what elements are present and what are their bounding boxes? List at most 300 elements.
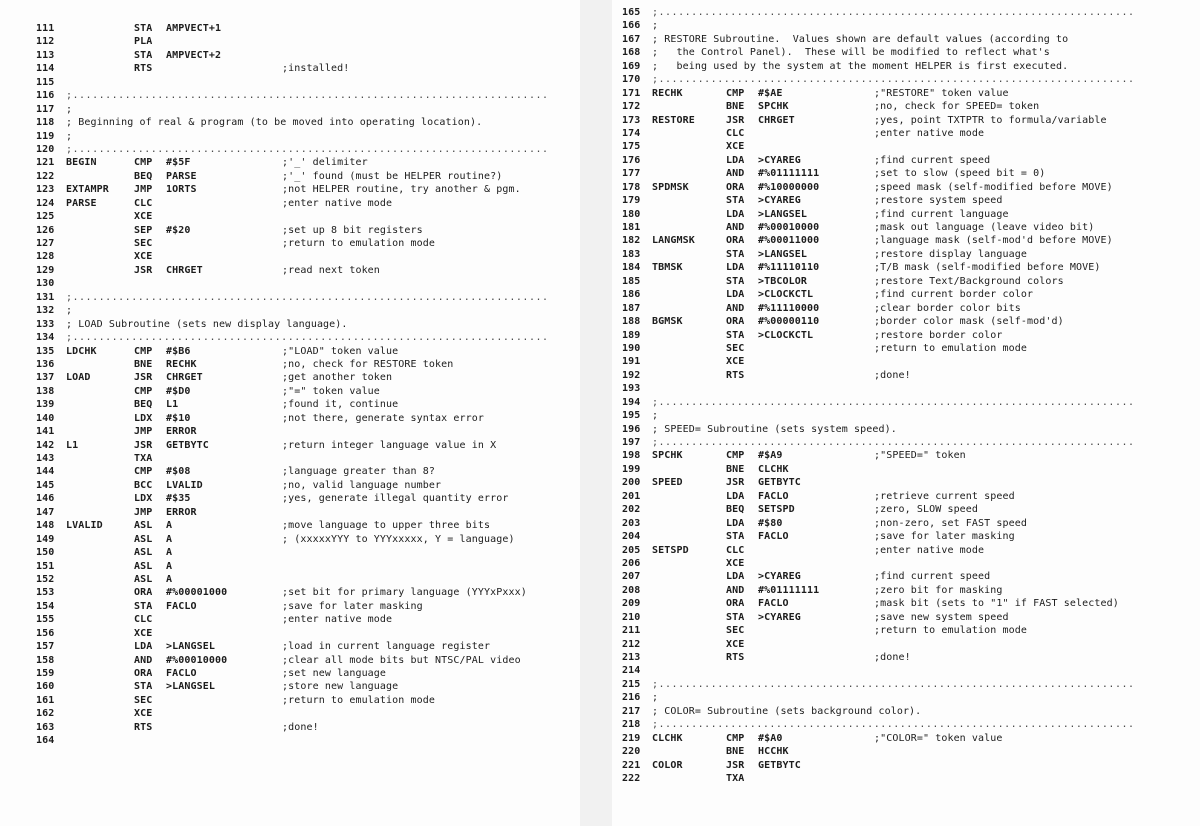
code-opcode: SEC xyxy=(134,694,153,706)
line-number: 151 xyxy=(36,560,55,572)
code-comment: ;save for later masking xyxy=(874,531,1015,543)
code-comment: ;done! xyxy=(874,652,911,663)
line-number: 156 xyxy=(36,627,55,639)
code-label: PARSE xyxy=(66,197,97,209)
code-comment: ;no, valid language number xyxy=(282,479,442,491)
code-opcode: AND xyxy=(726,584,745,596)
line-number: 174 xyxy=(622,127,641,139)
line-number: 144 xyxy=(36,466,55,478)
code-operand: #$AE xyxy=(758,87,783,99)
code-label: COLOR xyxy=(652,759,683,771)
code-label: TBMSK xyxy=(652,262,683,274)
code-opcode: ORA xyxy=(726,598,745,610)
code-opcode: CMP xyxy=(726,87,745,99)
separator-comment: ;......................................................................... xyxy=(652,678,1135,690)
code-operand: #%01111111 xyxy=(758,168,820,180)
line-number: 167 xyxy=(622,33,641,45)
code-opcode: STA xyxy=(134,23,153,34)
block-comment: ; xyxy=(652,410,659,422)
line-number: 165 xyxy=(622,7,641,18)
code-operand: GETBYTC xyxy=(166,439,209,451)
code-operand: ERROR xyxy=(166,426,197,438)
code-opcode: STA xyxy=(134,600,153,612)
code-operand: #%00010000 xyxy=(758,222,820,233)
code-comment: ;move language to upper three bits xyxy=(282,520,491,532)
code-operand: #%00000110 xyxy=(758,316,820,328)
code-opcode: STA xyxy=(134,681,153,693)
line-number: 221 xyxy=(622,759,641,771)
line-number: 125 xyxy=(36,211,55,223)
line-number: 147 xyxy=(36,506,55,518)
line-number: 205 xyxy=(622,544,641,556)
line-number: 192 xyxy=(622,369,641,381)
line-number: 149 xyxy=(36,533,55,545)
code-comment: ;clear all mode bits but NTSC/PAL video xyxy=(282,654,521,666)
code-opcode: CLC xyxy=(726,127,745,139)
code-opcode: LDX xyxy=(134,412,153,424)
code-opcode: RTS xyxy=(726,652,745,663)
code-operand: PARSE xyxy=(166,170,197,182)
separator-comment: ;......................................................................... xyxy=(66,143,549,155)
code-comment: ;done! xyxy=(874,369,911,381)
line-number: 137 xyxy=(36,372,55,384)
code-opcode: XCE xyxy=(134,211,153,223)
code-label: SPEED xyxy=(652,477,683,489)
code-comment: ;done! xyxy=(282,721,319,733)
line-number: 190 xyxy=(622,342,641,354)
line-number: 122 xyxy=(36,170,55,182)
code-comment: ; (xxxxxYYY to YYYxxxxx, Y = language) xyxy=(282,533,515,545)
code-operand: CHRGET xyxy=(166,264,203,276)
code-label: CLCHK xyxy=(652,732,683,744)
line-number: 215 xyxy=(622,678,641,690)
line-number: 202 xyxy=(622,504,641,516)
code-operand: HCCHK xyxy=(758,746,789,758)
code-opcode: STA xyxy=(726,531,745,543)
code-operand: CHRGET xyxy=(166,372,203,384)
separator-comment: ;......................................................................... xyxy=(66,332,549,344)
code-label: LANGMSK xyxy=(652,235,695,247)
line-number: 178 xyxy=(622,181,641,193)
code-comment: ;mask out language (leave video bit) xyxy=(874,222,1095,233)
line-number: 131 xyxy=(36,291,55,303)
code-operand: #$08 xyxy=(166,466,191,478)
code-opcode: ASL xyxy=(134,533,153,545)
line-number: 145 xyxy=(36,479,55,491)
line-number: 164 xyxy=(36,735,55,747)
line-number: 143 xyxy=(36,453,55,464)
code-comment: ;"SPEED=" token xyxy=(874,450,966,462)
code-label: L1 xyxy=(66,439,79,451)
line-number: 139 xyxy=(36,399,55,411)
block-comment: ; xyxy=(66,130,73,142)
code-opcode: ASL xyxy=(134,547,153,559)
code-comment: ;restore display language xyxy=(874,248,1028,260)
code-opcode: CMP xyxy=(134,466,153,478)
line-number: 210 xyxy=(622,611,641,623)
code-comment: ;"COLOR=" token value xyxy=(874,732,1003,744)
line-number: 155 xyxy=(36,614,55,626)
code-comment: ;return integer language value in X xyxy=(282,439,497,451)
code-comment: ;yes, generate illegal quantity error xyxy=(282,493,509,505)
code-opcode: XCE xyxy=(726,557,745,569)
line-number: 120 xyxy=(36,143,55,155)
code-opcode: XCE xyxy=(134,708,153,720)
code-comment: ;enter native mode xyxy=(874,127,985,139)
code-opcode: RTS xyxy=(726,369,745,381)
code-operand: A xyxy=(166,560,173,572)
code-label: LDCHK xyxy=(66,345,97,357)
code-label: SPCHK xyxy=(652,450,683,462)
line-number: 148 xyxy=(36,520,55,532)
line-number: 166 xyxy=(622,20,641,32)
line-number: 198 xyxy=(622,450,641,462)
code-opcode: ORA xyxy=(726,316,745,328)
code-opcode: CLC xyxy=(134,197,153,209)
line-number: 183 xyxy=(622,248,641,260)
code-comment: ;no, check for RESTORE token xyxy=(282,358,454,370)
code-operand: L1 xyxy=(166,399,179,411)
code-opcode: STA xyxy=(726,329,745,341)
line-number: 153 xyxy=(36,587,55,599)
line-number: 146 xyxy=(36,493,55,505)
line-number: 112 xyxy=(36,36,55,48)
line-number: 195 xyxy=(622,410,641,422)
code-label: EXTAMPR xyxy=(66,184,109,196)
code-comment: ;set up 8 bit registers xyxy=(282,224,423,236)
code-opcode: LDA xyxy=(726,517,745,529)
code-operand: RECHK xyxy=(166,358,197,370)
line-number: 212 xyxy=(622,638,641,650)
line-number: 186 xyxy=(622,289,641,301)
separator-comment: ;......................................................................... xyxy=(652,396,1135,408)
code-opcode: XCE xyxy=(726,141,745,153)
code-comment: ;"=" token value xyxy=(282,385,380,397)
code-operand: FACLO xyxy=(758,531,789,543)
code-comment: ;return to emulation mode xyxy=(874,342,1028,354)
line-number: 114 xyxy=(36,63,55,75)
code-opcode: JMP xyxy=(134,184,153,196)
block-comment: ; xyxy=(66,103,73,115)
code-operand: FACLO xyxy=(758,490,789,502)
code-comment: ;installed! xyxy=(282,63,350,75)
line-number: 171 xyxy=(622,87,641,99)
line-number: 219 xyxy=(622,732,641,744)
code-operand: #$D0 xyxy=(166,385,191,397)
block-comment: ; COLOR= Subroutine (sets background color). xyxy=(652,705,922,717)
code-opcode: RTS xyxy=(134,63,153,75)
line-number: 216 xyxy=(622,692,641,704)
code-operand: >LANGSEL xyxy=(758,248,807,260)
code-opcode: ASL xyxy=(134,520,153,532)
code-opcode: LDA xyxy=(726,571,745,583)
code-operand: >CYAREG xyxy=(758,154,801,166)
line-number: 181 xyxy=(622,222,641,233)
code-comment: ;border color mask (self-mod'd) xyxy=(874,316,1064,328)
code-opcode: BNE xyxy=(726,101,745,113)
line-number: 213 xyxy=(622,652,641,663)
code-operand: GETBYTC xyxy=(758,477,801,489)
code-operand: #$5F xyxy=(166,157,191,169)
line-number: 132 xyxy=(36,305,55,317)
line-number: 126 xyxy=(36,224,55,236)
line-number: 116 xyxy=(36,90,55,102)
code-opcode: SEC xyxy=(134,238,153,249)
code-operand: >LANGSEL xyxy=(758,208,807,220)
code-opcode: CMP xyxy=(134,345,153,357)
code-opcode: XCE xyxy=(134,627,153,639)
code-comment: ;clear border color bits xyxy=(874,302,1021,314)
code-opcode: STA xyxy=(134,49,153,61)
line-number: 154 xyxy=(36,600,55,612)
code-opcode: BNE xyxy=(726,746,745,758)
code-opcode: JSR xyxy=(726,477,745,489)
line-number: 152 xyxy=(36,573,55,585)
line-number: 161 xyxy=(36,694,55,706)
code-opcode: BNE xyxy=(134,358,153,370)
line-number: 208 xyxy=(622,584,641,596)
code-operand: #$10 xyxy=(166,412,191,424)
line-number: 150 xyxy=(36,547,55,559)
code-opcode: CMP xyxy=(726,732,745,744)
line-number: 173 xyxy=(622,114,641,126)
code-comment: ;mask bit (sets to "1" if FAST selected) xyxy=(874,598,1119,610)
block-comment: ; SPEED= Subroutine (sets system speed). xyxy=(652,423,897,435)
line-number: 115 xyxy=(36,76,55,88)
code-comment: ;find current speed xyxy=(874,571,991,583)
code-comment: ;return to emulation mode xyxy=(282,694,436,706)
code-label: BGMSK xyxy=(652,316,683,328)
line-number: 201 xyxy=(622,490,641,502)
line-number: 203 xyxy=(622,517,641,529)
code-operand: GETBYTC xyxy=(758,759,801,771)
code-comment: ;restore Text/Background colors xyxy=(874,275,1064,287)
code-opcode: LDA xyxy=(134,641,153,653)
code-opcode: JSR xyxy=(726,759,745,771)
code-comment: ;'_' delimiter xyxy=(282,157,368,169)
line-number: 130 xyxy=(36,278,55,290)
line-number: 206 xyxy=(622,557,641,569)
block-comment: ; xyxy=(652,20,659,32)
line-number: 189 xyxy=(622,329,641,341)
code-opcode: RTS xyxy=(134,721,153,733)
code-operand: #%00011000 xyxy=(758,235,820,247)
code-label: SPDMSK xyxy=(652,181,689,193)
code-operand: 1ORTS xyxy=(166,184,197,196)
line-number: 207 xyxy=(622,571,641,583)
code-operand: #%11110110 xyxy=(758,262,820,274)
line-number: 111 xyxy=(36,23,55,34)
code-operand: #$B6 xyxy=(166,345,191,357)
code-comment: ;read next token xyxy=(282,264,380,276)
line-number: 218 xyxy=(622,719,641,731)
code-opcode: STA xyxy=(726,195,745,207)
line-number: 127 xyxy=(36,238,55,249)
line-number: 123 xyxy=(36,184,55,196)
code-operand: >TBCOLOR xyxy=(758,275,807,287)
code-comment: ;yes, point TXTPTR to formula/variable xyxy=(874,114,1107,126)
code-opcode: LDX xyxy=(134,493,153,505)
line-number: 184 xyxy=(622,262,641,274)
code-comment: ;set new language xyxy=(282,668,387,679)
line-number: 191 xyxy=(622,356,641,368)
line-number: 117 xyxy=(36,103,55,115)
code-operand: #$A0 xyxy=(758,732,783,744)
code-opcode: ORA xyxy=(726,235,745,247)
code-operand: #%11110000 xyxy=(758,302,820,314)
code-opcode: BCC xyxy=(134,479,153,491)
code-opcode: BEQ xyxy=(134,170,153,182)
line-number: 182 xyxy=(622,235,641,247)
code-opcode: JMP xyxy=(134,506,153,518)
code-label: LVALID xyxy=(66,520,103,532)
line-number: 160 xyxy=(36,681,55,693)
code-operand: #%00001000 xyxy=(166,587,228,599)
code-operand: #%01111111 xyxy=(758,584,820,596)
code-opcode: AND xyxy=(726,168,745,180)
line-number: 211 xyxy=(622,625,641,637)
separator-comment: ;......................................................................... xyxy=(652,437,1135,448)
line-number: 214 xyxy=(622,665,641,677)
code-operand: FACLO xyxy=(166,668,197,679)
code-comment: ;load in current language register xyxy=(282,641,491,653)
line-number: 168 xyxy=(622,47,641,59)
line-number: 159 xyxy=(36,668,55,679)
code-comment: ;language mask (self-mod'd before MOVE) xyxy=(874,235,1113,247)
code-opcode: ORA xyxy=(134,587,153,599)
code-operand: >CYAREG xyxy=(758,611,801,623)
separator-comment: ;......................................................................... xyxy=(66,291,549,303)
line-number: 128 xyxy=(36,251,55,263)
block-comment: ; the Control Panel). These will be modified to reflect what's xyxy=(652,47,1050,59)
code-opcode: CMP xyxy=(726,450,745,462)
code-operand: #$20 xyxy=(166,224,191,236)
left-code-column xyxy=(0,0,580,826)
code-opcode: CMP xyxy=(134,157,153,169)
code-operand: >CYAREG xyxy=(758,195,801,207)
code-operand: >CLOCKCTL xyxy=(758,289,814,301)
line-number: 194 xyxy=(622,396,641,408)
block-comment: ; RESTORE Subroutine. Values shown are default values (according to xyxy=(652,33,1069,45)
code-opcode: JSR xyxy=(134,264,153,276)
line-number: 209 xyxy=(622,598,641,610)
line-number: 113 xyxy=(36,49,55,61)
separator-comment: ;......................................................................... xyxy=(66,90,549,102)
code-operand: LVALID xyxy=(166,479,203,491)
code-comment: ;not there, generate syntax error xyxy=(282,412,484,424)
line-number: 140 xyxy=(36,412,55,424)
code-comment: ;found it, continue xyxy=(282,399,399,411)
code-operand: A xyxy=(166,533,173,545)
code-opcode: BNE xyxy=(726,463,745,475)
code-opcode: PLA xyxy=(134,36,153,48)
line-number: 172 xyxy=(622,101,641,113)
line-number: 135 xyxy=(36,345,55,357)
right-code-column xyxy=(612,0,1200,826)
block-comment: ; xyxy=(66,305,73,317)
code-comment: ;set to slow (speed bit = 0) xyxy=(874,168,1046,180)
code-operand: CHRGET xyxy=(758,114,795,126)
code-opcode: STA xyxy=(726,248,745,260)
line-number: 217 xyxy=(622,705,641,717)
line-number: 169 xyxy=(622,60,641,72)
code-opcode: AND xyxy=(726,302,745,314)
code-comment: ;speed mask (self-modified before MOVE) xyxy=(874,181,1113,193)
separator-comment: ;......................................................................... xyxy=(652,719,1135,731)
line-number: 204 xyxy=(622,531,641,543)
line-number: 142 xyxy=(36,439,55,451)
block-comment: ; LOAD Subroutine (sets new display language). xyxy=(66,318,348,330)
line-number: 176 xyxy=(622,154,641,166)
code-operand: A xyxy=(166,520,173,532)
code-opcode: XCE xyxy=(134,251,153,263)
code-opcode: JSR xyxy=(134,372,153,384)
code-comment: ;enter native mode xyxy=(282,197,393,209)
code-operand: >CLOCKCTL xyxy=(758,329,814,341)
code-opcode: BEQ xyxy=(726,504,745,516)
code-opcode: CLC xyxy=(726,544,745,556)
code-operand: A xyxy=(166,573,173,585)
code-label: BEGIN xyxy=(66,157,97,169)
block-comment: ; Beginning of real & program (to be moved into operating location). xyxy=(66,117,483,129)
code-comment: ;non-zero, set FAST speed xyxy=(874,517,1028,529)
code-comment: ;save new system speed xyxy=(874,611,1009,623)
code-opcode: SEC xyxy=(726,625,745,637)
line-number: 163 xyxy=(36,721,55,733)
line-number: 162 xyxy=(36,708,55,720)
code-opcode: LDA xyxy=(726,208,745,220)
code-opcode: ASL xyxy=(134,573,153,585)
code-operand: ERROR xyxy=(166,506,197,518)
code-comment: ;retrieve current speed xyxy=(874,490,1015,502)
code-comment: ;save for later masking xyxy=(282,600,423,612)
code-comment: ;find current border color xyxy=(874,289,1034,301)
code-opcode: SEC xyxy=(726,342,745,354)
code-operand: A xyxy=(166,547,173,559)
line-number: 196 xyxy=(622,423,641,435)
code-label: RECHK xyxy=(652,87,683,99)
line-number: 220 xyxy=(622,746,641,758)
code-label: LOAD xyxy=(66,372,91,384)
code-comment: ;enter native mode xyxy=(282,614,393,626)
code-opcode: LDA xyxy=(726,262,745,274)
code-opcode: LDA xyxy=(726,289,745,301)
code-label: SETSPD xyxy=(652,544,689,556)
code-comment: ;"RESTORE" token value xyxy=(874,87,1009,99)
code-comment: ;find current language xyxy=(874,208,1009,220)
line-number: 197 xyxy=(622,437,641,448)
code-comment: ;no, check for SPEED= token xyxy=(874,101,1040,113)
code-operand: CLCHK xyxy=(758,463,789,475)
code-operand: >LANGSEL xyxy=(166,641,215,653)
code-comment: ;restore border color xyxy=(874,329,1003,341)
code-operand: AMPVECT+2 xyxy=(166,49,222,61)
code-opcode: JSR xyxy=(726,114,745,126)
code-operand: #$35 xyxy=(166,493,191,505)
code-opcode: ORA xyxy=(134,668,153,679)
block-comment: ; xyxy=(652,692,659,704)
line-number: 118 xyxy=(36,117,55,129)
code-opcode: JSR xyxy=(134,439,153,451)
code-comment: ;'_' found (must be HELPER routine?) xyxy=(282,170,503,182)
line-number: 193 xyxy=(622,383,641,395)
separator-comment: ;......................................................................... xyxy=(652,74,1135,86)
code-opcode: AND xyxy=(134,654,153,666)
code-opcode: AND xyxy=(726,222,745,233)
line-number: 188 xyxy=(622,316,641,328)
code-operand: SETSPD xyxy=(758,504,795,516)
line-number: 121 xyxy=(36,157,55,169)
